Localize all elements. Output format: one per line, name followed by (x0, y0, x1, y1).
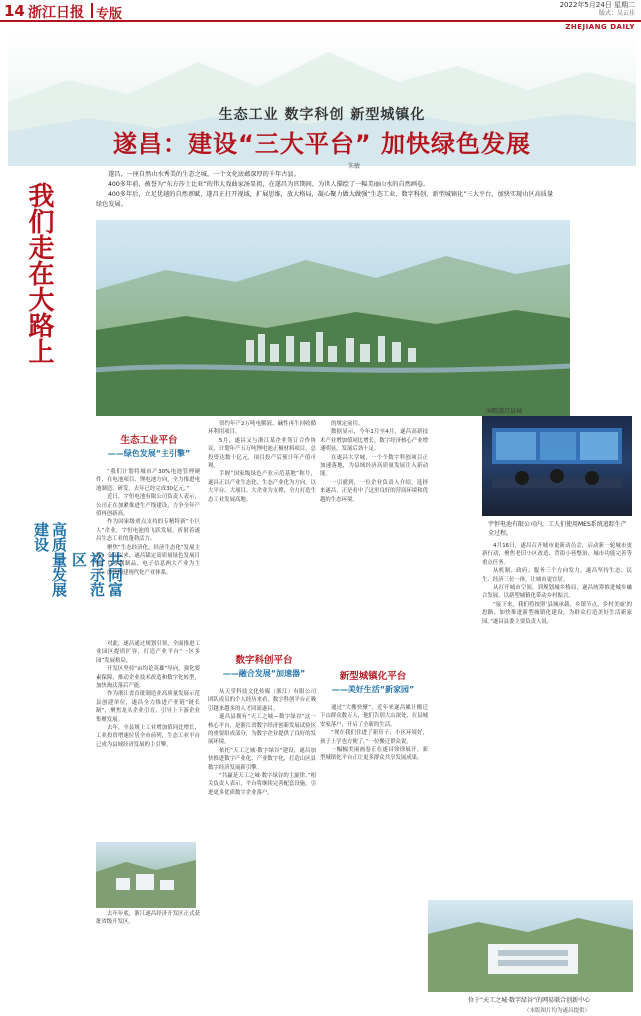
body-column-1b (96, 640, 200, 836)
body-paragraph: 数据显示，今年1月至4月，遂昌高新技术产业增加值同比增长，数字经济核心产业增速明显，发展后劲十足。 (320, 429, 428, 453)
body-paragraph: 作为浙江省首批制造业高质量发展示范县创建单位，遂昌全力推进产业链“链长制”，聚焦龙头企业引育，引导上下游企业集聚发展。 (96, 691, 200, 723)
section-head-eco-industry (96, 432, 202, 459)
section-head-urbanization (320, 668, 426, 695)
paper-logo: 浙江日报 (28, 5, 84, 21)
body-column-2 (208, 420, 316, 646)
page-number: 14 (4, 2, 25, 20)
masthead (0, 0, 641, 22)
photo-control-room (482, 416, 632, 516)
body-paragraph: “我们计划将城市产30%电池管理硬件，在电池项目、锂电池方向，全力推进电池制造、研发，去年已经完成30亿元。” (96, 469, 200, 492)
body-paragraph: 依托“天工之城·数字绿谷”建设，遂昌加快推进数字产业化、产业数字化，打造山区县数字经济发展新引擎。 (208, 747, 316, 771)
body-paragraph: 聚焦“生态经济化，经济生态化”发展主线，今年以来，遂昌锚定高质量绿色发展目标，以金属制品、电子信息两大产业为主导，加快构建现代化产业体系。 (96, 544, 200, 576)
section-head-digital (210, 652, 318, 679)
body-paragraph: 资约年产2万吨电解液、碱性再生回收循环利用项目。 (208, 421, 316, 436)
body-paragraph: 手握“国家级绿色产业示范基地”称号，遂昌正以产业生态化、生态产业化为方向，以大平台、大项目、大企业为支撑，全力打造生态工业发展高地。 (208, 471, 316, 503)
masthead-meta (560, 1, 635, 18)
body-column-3 (320, 420, 428, 664)
section-title: 新型城镇化平台 (339, 671, 407, 682)
intro-lead (96, 170, 558, 210)
body-paragraph: 的规定前往。 (331, 421, 364, 427)
photo-caption: 去年年底，浙江遂昌经济开发区正式获批省级开发区。 (96, 911, 200, 926)
body-paragraph: 从机制，政府、服务三个方向发力，遂昌坚持生态、民生、经济三位一体，让城市更宜居。 (482, 568, 632, 583)
body-paragraph: 去年，全县规上工业增加值同比增长，工业投资增速位居全市前列，生态工业平台已成为县域经济发展的主引擎。 (96, 725, 200, 748)
paper-name-en: ZHEJIANG DAILY (565, 23, 635, 31)
photo-credit: （本版图片均为遂昌提供） (524, 1008, 591, 1014)
photo-development-zone (96, 842, 196, 908)
section-title: 生态工业平台 (120, 435, 178, 446)
editor-credit: 版式：吴云佳 (598, 10, 635, 17)
control-room-graphic (482, 416, 632, 516)
body-column-4 (482, 542, 632, 894)
body-paragraph: “现在我们住进了新房子，小区环境好，孩子上学也方便了。”一位搬迁群众说。 (320, 730, 428, 745)
masthead-divider (91, 3, 93, 18)
intro-paragraph: 400多年前，被誉为“东方莎士比亚”的伟大戏曲家汤显祖，在遂昌为官期间，为世人描绘了一幅美丽山水的自然画卷。 (108, 181, 430, 188)
bottom-left-caption (96, 910, 200, 1010)
hero-caption: 闲暇遂昌县城 (486, 408, 523, 415)
body-paragraph: 作为国家级重点支持的专精特新“小巨人”企业，宇恒电池的飞跃发展，折射着遂昌生态工业的蓬勃活力。 (96, 519, 200, 543)
control-room-caption: 宇恒电池有限公司内，工人们使用MES系统追踪生产全过程。 (488, 521, 627, 537)
series-title: 我们走在大路上 (24, 182, 54, 364)
body-column-3b (320, 704, 428, 1004)
photo-netease-center (428, 900, 633, 992)
section-subtitle: ——美好生活“新家园” (331, 685, 415, 694)
body-paragraph: 开发区坚持“亩均论英雄”导向，强化要素保障，推动企业技术改造和数字化转型，加快淘汰落后产能。 (96, 666, 200, 690)
netease-center-graphic (428, 900, 633, 992)
body-paragraph: 5月，遂昌又与浙江某企业签订合作协议，计划年产五万吨锂电池正极材料项目，总投资达数十亿元，项目投产后预计年产值可观。 (208, 437, 316, 470)
section-name: 专版 (96, 7, 123, 22)
section-title: 数字科创平台 (235, 655, 293, 666)
section-subtitle: ——融合发展“加速器” (222, 669, 306, 678)
intro-paragraph: 遂昌，一座自然山水秀美的生态之城，一个文化底蕴深厚的千年古县。 (108, 171, 300, 178)
body-paragraph: 遂昌县拥有“天工之城—数字绿谷”这一核心平台，是浙江省数字经济创新发展试验区的重要组成部分，为数字企业提供了良好的发展环境。 (208, 714, 316, 746)
intro-paragraph: 400多年后，立足优越的自然禀赋，遂昌正打开视域，扩展思维，放大格局，凝心聚力做大做强“生态工业、数字科创、新型城镇化”三大平台，加快实现山区高质量绿色发展。 (96, 191, 554, 208)
town-landscape-graphic (96, 220, 570, 416)
body-paragraph: 一引就到，一位企业负责人介绍，选择来遂昌，正是看中了这里良好的营商环境和优越的生态环境。 (320, 479, 428, 503)
body-paragraph: 一幅幅美丽画卷正在遂昌徐徐展开，新型城镇化平台正让更多群众共享发展成果。 (320, 747, 428, 762)
top-banner (8, 32, 636, 170)
headline-kicker: 生态工业 数字科创 新型城镇化 (218, 107, 426, 123)
body-paragraph: 近日，宇恒电池有限公司负责人表示，公司正在加紧推进生产线建设，力争全年产值再创新高。 (96, 494, 200, 518)
page-headline: 遂昌：建设“三大平台” 加快绿色发展 (113, 130, 531, 158)
body-paragraph: 对此，遂昌通过规划引领，全面推进工业园区提质扩容，打造产业平台“一区多园”发展格局。 (96, 641, 200, 664)
byline: 朱敏 (348, 163, 361, 170)
section-subtitle: ——绿色发展“主引擎” (107, 449, 191, 458)
series-sidebar (10, 182, 124, 602)
body-paragraph: “共赢是天工之城·数字绿谷的主旋律。”相关负责人表示，平台将继续完善配套设施，引进更多优质数字企业落户。 (208, 773, 316, 796)
series-subtitle-2: 共同富裕示范区 (70, 552, 124, 597)
body-paragraph: 4月16日，遂昌召开城市更新动员会，启动新一轮城市更新行动，聚焦老旧小区改造、背街小巷整治、城市功能完善等重点任务。 (482, 543, 632, 566)
body-paragraph: 从打开城市空间，到规划城乡格局，遂昌统筹推进城乡融合发展，以新型城镇化带动乡村振兴。 (482, 585, 632, 600)
body-paragraph: 在遂昌大学城，一个个数字科创项目正加速落地，为县域经济高质量发展注入新动能。 (320, 454, 428, 478)
body-paragraph: 通过“大搬快聚”，近年来遂昌累计搬迁下山群众数万人，他们告别大山深处，在县城安家落户，开启了全新的生活。 (320, 705, 428, 728)
series-subtitle-1: 高质量发展建设 (32, 522, 68, 597)
development-zone-graphic (96, 842, 196, 908)
bottom-right-caption: 位于“天工之城·数字绿谷”的网易联合创新中心 (468, 997, 591, 1004)
hero-photo-county-town (96, 220, 570, 416)
issue-date: 2022年5月24日 星期二 (559, 1, 635, 9)
body-column-2b (208, 688, 316, 1008)
body-paragraph: 从天堂科技文化传媒（浙江）有限公司团队成员的个人经历来看，数字科创平台正吸引越来越多的人才回流遂昌。 (208, 689, 316, 712)
body-paragraph: “接下来，我们将按照‘县城承载、乡镇节点、乡村美丽’的思路，加快推进新型城镇化建设，为群众打造美好生活新家园。”遂昌县委主要负责人说。 (482, 601, 632, 625)
